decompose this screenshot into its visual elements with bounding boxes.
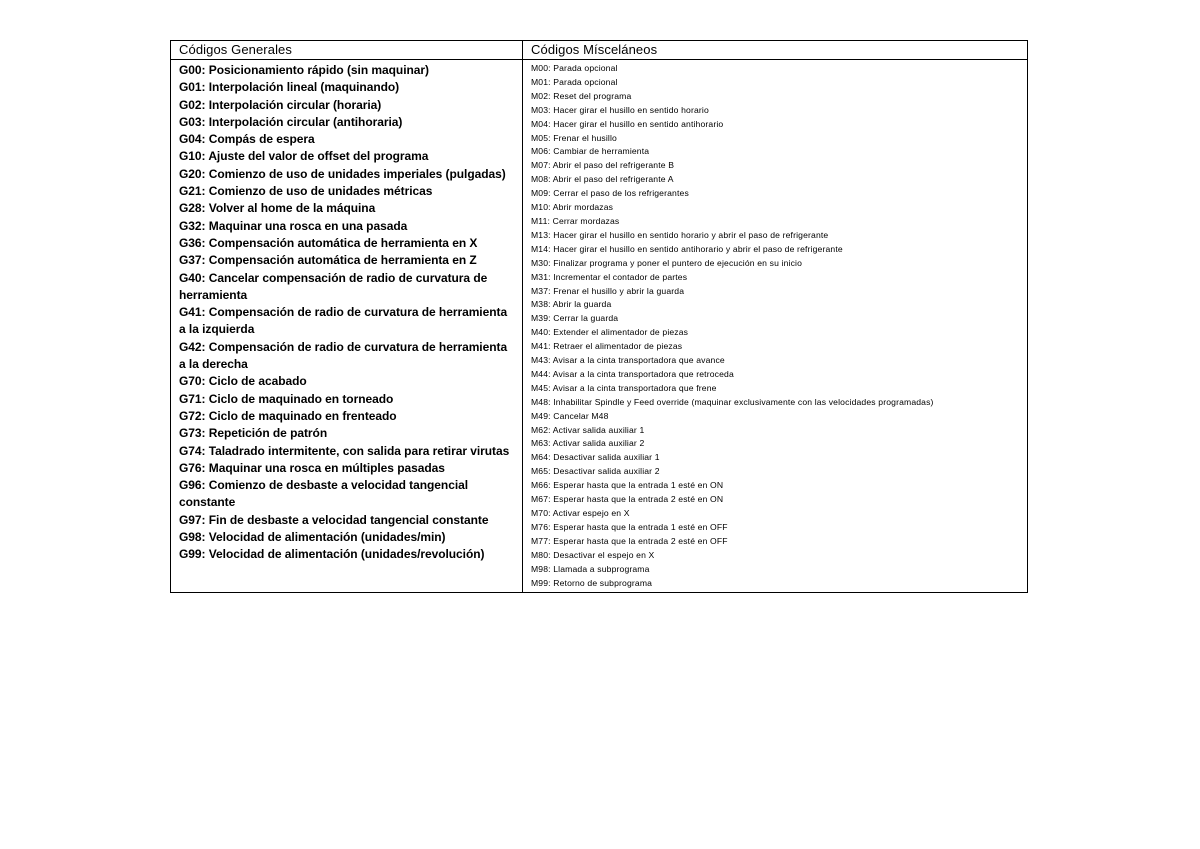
general-code-item: G71: Ciclo de maquinado en torneado: [179, 391, 394, 406]
misc-code-item: M00: Parada opcional: [531, 63, 618, 73]
misc-code-item: M48: Inhabilitar Spindle y Feed override (maquinar exclusivamente con las velocidades programadas): [531, 396, 934, 407]
misc-codes-column: [523, 41, 1027, 592]
misc-code-item: M01: Parada opcional: [531, 76, 618, 87]
general-code-item: G73: Repetición de patrón: [179, 426, 328, 441]
misc-code-item: M40: Extender el alimentador de piezas: [531, 327, 689, 338]
misc-code-item: M80: Desactivar el espejo en X: [531, 549, 655, 560]
codes-table: [170, 40, 1028, 593]
misc-code-item: M03: Hacer girar el husillo en sentido horario: [531, 104, 709, 115]
general-code-item: G00: Posicionamiento rápido (sin maquinar): [179, 63, 429, 77]
general-code-item: G10: Ajuste del valor de offset del programa: [179, 149, 429, 164]
general-code-item: G20: Comienzo de uso de unidades imperiales (pulgadas): [179, 166, 506, 181]
misc-code-item: M43: Avisar a la cinta transportadora que avance: [531, 355, 725, 366]
misc-code-item: M70: Activar espejo en X: [531, 508, 630, 518]
general-code-item: G40: Cancelar compensación de radio de curvatura de herramienta: [179, 270, 488, 302]
general-code-item: G98: Velocidad de alimentación (unidades/min): [179, 530, 446, 545]
misc-code-item: M08: Abrir el paso del refrigerante A: [531, 174, 674, 185]
general-code-item: G02: Interpolación circular (horaria): [179, 97, 382, 112]
misc-code-item: M05: Frenar el husillo: [531, 132, 617, 143]
misc-code-item: M65: Desactivar salida auxiliar 2: [531, 466, 660, 477]
misc-codes-list: [523, 60, 1027, 592]
misc-code-item: M98: Llamada a subprograma: [531, 563, 650, 574]
general-code-item: G04: Compás de espera: [179, 132, 315, 147]
general-codes-column: [171, 41, 523, 592]
general-code-item: G42: Compensación de radio de curvatura de herramienta a la derecha: [179, 339, 508, 372]
general-code-item: G37: Compensación automática de herramienta en Z: [179, 253, 477, 268]
misc-code-item: M76: Esperar hasta que la entrada 1 esté en OFF: [531, 521, 728, 532]
misc-code-item: M13: Hacer girar el husillo en sentido horario y abrir el paso de refrigerante: [531, 229, 829, 240]
misc-code-item: M09: Cerrar el paso de los refrigerantes: [531, 188, 689, 199]
general-code-item: G97: Fin de desbaste a velocidad tangencial constante: [179, 512, 489, 527]
misc-code-item: M62: Activar salida auxiliar 1: [531, 424, 645, 435]
general-code-item: G99: Velocidad de alimentación (unidades/revolución): [179, 547, 485, 562]
misc-code-item: M10: Abrir mordazas: [531, 202, 614, 213]
misc-codes-header: Códigos Mísceláneos: [523, 41, 1027, 60]
general-code-item: G96: Comienzo de desbaste a velocidad tangencial constante: [179, 478, 469, 510]
general-codes-header: Códigos Generales: [171, 41, 522, 60]
misc-code-item: M77: Esperar hasta que la entrada 2 esté en OFF: [531, 535, 728, 546]
misc-code-item: M06: Cambiar de herramienta: [531, 146, 650, 157]
misc-code-item: M02: Reset del programa: [531, 90, 632, 101]
misc-code-item: M66: Esperar hasta que la entrada 1 esté en ON: [531, 480, 724, 491]
general-code-item: G72: Ciclo de maquinado en frenteado: [179, 408, 397, 423]
misc-code-item: M37: Frenar el husillo y abrir la guarda: [531, 285, 685, 296]
misc-code-item: M44: Avisar a la cinta transportadora que retroceda: [531, 368, 734, 379]
misc-code-item: M04: Hacer girar el husillo en sentido antihorario: [531, 118, 724, 129]
misc-code-item: M30: Finalizar programa y poner el puntero de ejecución en su inicio: [531, 257, 803, 268]
misc-code-item: M41: Retraer el alimentador de piezas: [531, 341, 683, 352]
misc-code-item: M99: Retorno de subprograma: [531, 577, 653, 588]
misc-code-item: M45: Avisar a la cinta transportadora que frene: [531, 382, 717, 393]
misc-code-item: M63: Activar salida auxiliar 2: [531, 438, 645, 449]
general-codes-list: [171, 60, 522, 566]
general-code-item: G76: Maquinar una rosca en múltiples pasadas: [179, 460, 445, 475]
misc-code-item: M11: Cerrar mordazas: [531, 215, 620, 226]
general-code-item: G01: Interpolación lineal (maquinando): [179, 80, 400, 95]
misc-code-item: M07: Abrir el paso del refrigerante B: [531, 160, 675, 171]
misc-code-item: M67: Esperar hasta que la entrada 2 esté en ON: [531, 494, 724, 505]
general-code-item: G41: Compensación de radio de curvatura de herramienta a la izquierda: [179, 305, 508, 337]
general-code-item: G36: Compensación automática de herramienta en X: [179, 235, 478, 250]
misc-code-item: M64: Desactivar salida auxiliar 1: [531, 452, 660, 463]
general-code-item: G28: Volver al home de la máquina: [179, 201, 376, 216]
general-code-item: G21: Comienzo de uso de unidades métricas: [179, 184, 433, 199]
misc-code-item: M14: Hacer girar el husillo en sentido antihorario y abrir el paso de refrigerante: [531, 243, 843, 254]
misc-code-item: M38: Abrir la guarda: [531, 299, 612, 310]
misc-code-item: M39: Cerrar la guarda: [531, 313, 619, 324]
general-code-item: G74: Taladrado intermitente, con salida para retirar virutas: [179, 443, 510, 458]
general-code-item: G32: Maquinar una rosca en una pasada: [179, 218, 408, 233]
general-code-item: G70: Ciclo de acabado: [179, 374, 307, 389]
misc-code-item: M49: Cancelar M48: [531, 410, 609, 421]
general-code-item: G03: Interpolación circular (antihoraria): [179, 114, 403, 129]
misc-code-item: M31: Incrementar el contador de partes: [531, 271, 688, 282]
